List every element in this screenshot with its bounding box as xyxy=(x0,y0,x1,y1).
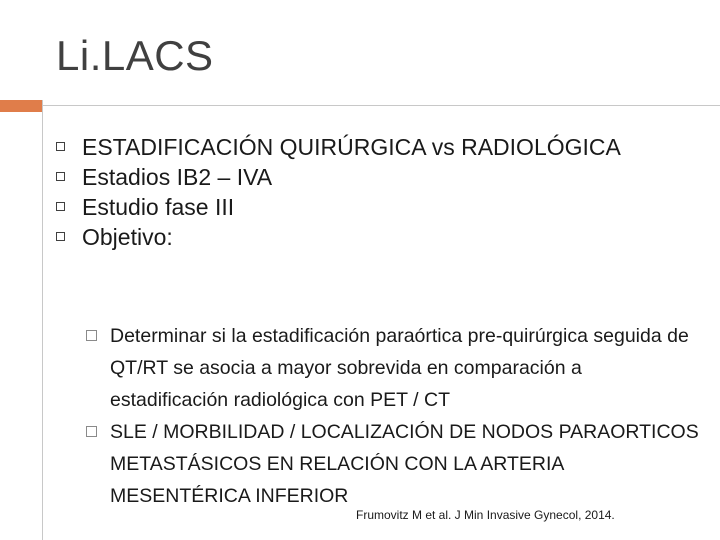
bullet-item xyxy=(56,162,696,192)
bullet-text: Objetivo: xyxy=(82,224,173,250)
bullet-item xyxy=(56,132,696,162)
title-accent-bar xyxy=(0,100,42,112)
square-bullet-icon xyxy=(56,142,65,151)
sub-bullet-list xyxy=(84,320,704,512)
square-bullet-icon xyxy=(56,232,65,241)
bullet-text: Estadios IB2 – IVA xyxy=(82,164,273,190)
square-bullet-icon xyxy=(56,172,65,181)
bullet-item xyxy=(56,192,696,222)
bullet-text: ESTADIFICACIÓN QUIRÚRGICA vs RADIOLÓGICA xyxy=(82,134,621,160)
bullet-text: Estudio fase III xyxy=(82,194,235,220)
sub-bullet-text: SLE / MORBILIDAD / LOCALIZACIÓN DE NODOS PARAORTICOS METASTÁSICOS EN RELACIÓN CON LA ARTERIA MESENTÉRICA INFERIOR xyxy=(110,421,699,507)
citation-text: Frumovitz M et al. J Min Invasive Gynecol, 2014. xyxy=(356,508,615,522)
bullet-item xyxy=(56,222,696,252)
sub-bullet-text: Determinar si la estadificación paraórtica pre-quirúrgica seguida de QT/RT se asocia a mayor sobrevida en comparación a estadificación radiológica con PET / CT xyxy=(110,325,689,411)
square-bullet-icon xyxy=(56,202,65,211)
sub-bullet-item xyxy=(84,320,704,416)
left-vertical-line xyxy=(42,100,43,540)
checkbox-bullet-icon xyxy=(86,426,97,437)
sub-bullet-item xyxy=(84,416,704,512)
bullet-list xyxy=(56,132,696,252)
title-divider-line xyxy=(42,105,720,106)
checkbox-bullet-icon xyxy=(86,330,97,341)
slide-title: Li.LACS xyxy=(56,32,214,79)
